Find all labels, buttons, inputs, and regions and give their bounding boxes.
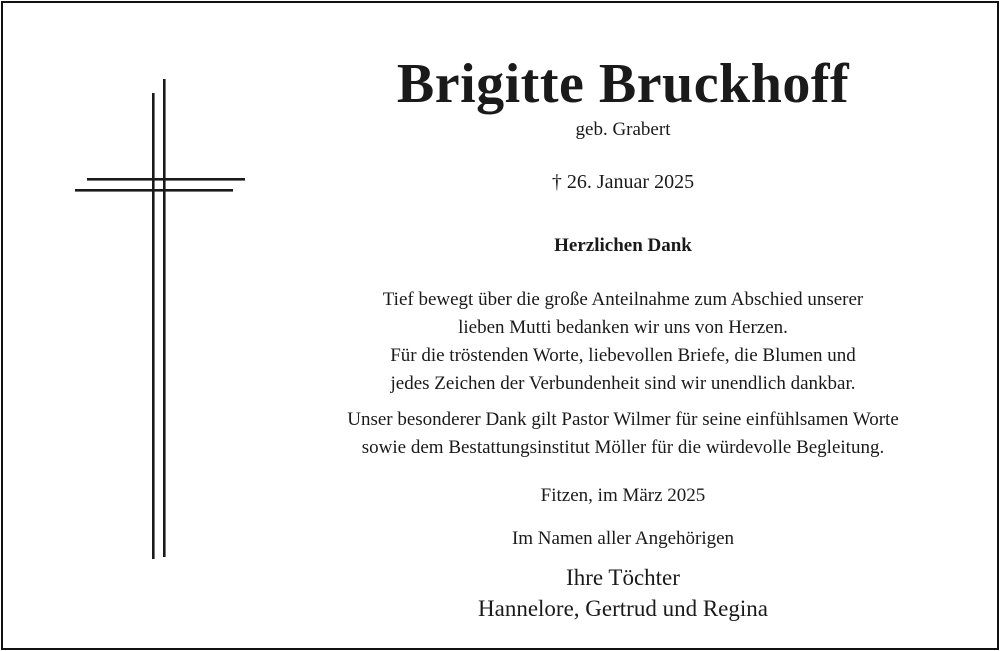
paragraph-line: Tief bewegt über die große Anteilnahme zum Abschied unserer	[382, 289, 864, 310]
paragraph-line: lieben Mutti bedanken wir uns von Herzen.	[458, 317, 788, 338]
place-date: Fitzen, im März 2025	[540, 485, 706, 506]
signature-names: Hannelore, Gertrud und Regina	[478, 596, 768, 621]
deceased-name: Brigitte Bruckhoff	[396, 53, 850, 115]
paragraph-line: jedes Zeichen der Verbundenheit sind wir unendlich dankbar.	[390, 373, 856, 394]
thanks-heading: Herzlichen Dank	[554, 235, 692, 256]
notice-frame	[1, 1, 999, 650]
paragraph-line: sowie dem Bestattungsinstitut Möller für die würdevolle Begleitung.	[361, 437, 885, 458]
thanks-paragraph-2	[253, 406, 993, 462]
maiden-name: geb. Grabert	[575, 119, 671, 140]
paragraph-line: Für die tröstenden Worte, liebevollen Briefe, die Blumen und	[390, 345, 856, 366]
paragraph-line: Unser besonderer Dank gilt Pastor Wilmer für seine einfühlsamen Worte	[347, 409, 899, 430]
on-behalf-line: Im Namen aller Angehörigen	[511, 528, 735, 549]
thanks-paragraph-1	[253, 286, 993, 398]
cross-icon	[73, 79, 249, 561]
death-date: † 26. Januar 2025	[551, 171, 695, 193]
signature-label: Ihre Töchter	[566, 565, 680, 590]
